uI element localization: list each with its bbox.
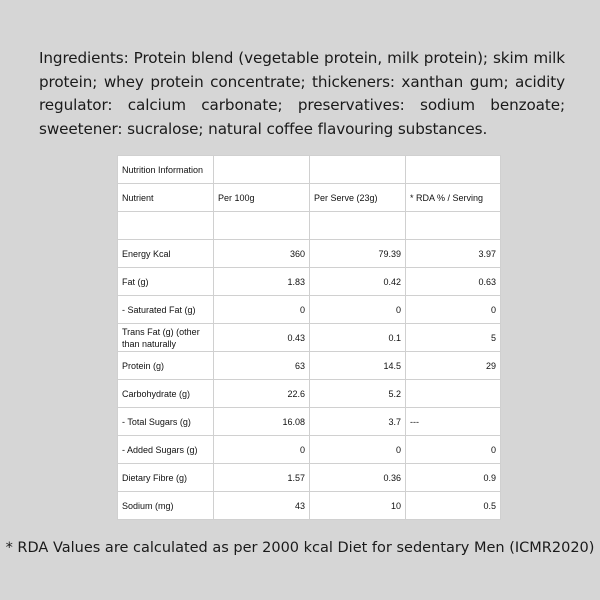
nutrient-value-cell: 10 <box>310 492 406 520</box>
nutrient-value-cell: 22.6 <box>214 380 310 408</box>
table-row <box>118 240 501 268</box>
table-row <box>118 380 501 408</box>
nutrient-value-cell: 0 <box>406 436 501 464</box>
nutrient-value-cell: 3.7 <box>310 408 406 436</box>
table-row <box>118 436 501 464</box>
rda-footnote: * RDA Values are calculated as per 2000 kcal Diet for sedentary Men (ICMR2020) <box>5 540 595 556</box>
nutrient-value-cell: --- <box>406 408 501 436</box>
nutrient-value-cell: 79.39 <box>310 240 406 268</box>
table-row <box>118 268 501 296</box>
nutrient-value-cell: 14.5 <box>310 352 406 380</box>
empty-cell <box>214 212 310 240</box>
header-rda: * RDA % / Serving <box>406 184 501 212</box>
table-title: Nutrition Information <box>118 156 214 184</box>
nutrient-value-cell: 0.9 <box>406 464 501 492</box>
empty-cell <box>310 156 406 184</box>
nutrient-value-cell: 360 <box>214 240 310 268</box>
nutrient-name-cell: Protein (g) <box>118 352 214 380</box>
table-row <box>118 408 501 436</box>
nutrient-value-cell: 5 <box>406 324 501 352</box>
nutrient-value-cell: 0.42 <box>310 268 406 296</box>
nutrient-value-cell: 0 <box>406 296 501 324</box>
nutrient-value-cell: 1.57 <box>214 464 310 492</box>
header-nutrient: Nutrient <box>118 184 214 212</box>
ingredients-text: Ingredients: Protein blend (vegetable protein, milk protein); skim milk protein; whey protein concentrate; thickeners: xanthan gum; acidity regulator: calcium carbonate; preservatives: sodium benzoate; sweetener: sucralose; natural coffee flavouring substances. <box>39 49 565 138</box>
nutrient-name-cell: - Total Sugars (g) <box>118 408 214 436</box>
nutrient-value-cell: 29 <box>406 352 501 380</box>
nutrient-name-cell: Energy Kcal <box>118 240 214 268</box>
nutrient-name-cell: Trans Fat (g) (other than naturally <box>118 324 214 352</box>
table-row <box>118 464 501 492</box>
nutrient-value-cell: 0.1 <box>310 324 406 352</box>
nutrition-table <box>117 155 501 520</box>
nutrient-value-cell: 0.43 <box>214 324 310 352</box>
empty-cell <box>406 212 501 240</box>
nutrient-value-cell: 16.08 <box>214 408 310 436</box>
nutrient-name-cell: - Saturated Fat (g) <box>118 296 214 324</box>
empty-cell <box>406 156 501 184</box>
nutrient-name-cell: Carbohydrate (g) <box>118 380 214 408</box>
nutrient-value-cell <box>406 380 501 408</box>
table-spacer-row <box>118 212 501 240</box>
nutrient-value-cell: 3.97 <box>406 240 501 268</box>
nutrient-name-cell: - Added Sugars (g) <box>118 436 214 464</box>
nutrient-value-cell: 0.63 <box>406 268 501 296</box>
nutrient-value-cell: 0 <box>214 296 310 324</box>
nutrient-value-cell: 0.36 <box>310 464 406 492</box>
nutrient-value-cell: 5.2 <box>310 380 406 408</box>
nutrient-value-cell: 0 <box>310 436 406 464</box>
table-row <box>118 324 501 352</box>
nutrient-value-cell: 63 <box>214 352 310 380</box>
empty-cell <box>118 212 214 240</box>
nutrient-name-cell: Sodium (mg) <box>118 492 214 520</box>
nutrient-name-cell: Fat (g) <box>118 268 214 296</box>
header-per-serve: Per Serve (23g) <box>310 184 406 212</box>
nutrient-value-cell: 43 <box>214 492 310 520</box>
table-row <box>118 492 501 520</box>
table-header-row <box>118 184 501 212</box>
header-per-100g: Per 100g <box>214 184 310 212</box>
nutrient-name-cell: Dietary Fibre (g) <box>118 464 214 492</box>
nutrient-value-cell: 1.83 <box>214 268 310 296</box>
nutrient-value-cell: 0.5 <box>406 492 501 520</box>
table-row <box>118 296 501 324</box>
nutrition-table-container <box>117 155 500 520</box>
table-row <box>118 352 501 380</box>
empty-cell <box>214 156 310 184</box>
empty-cell <box>310 212 406 240</box>
nutrient-value-cell: 0 <box>310 296 406 324</box>
table-title-row <box>118 156 501 184</box>
nutrient-value-cell: 0 <box>214 436 310 464</box>
